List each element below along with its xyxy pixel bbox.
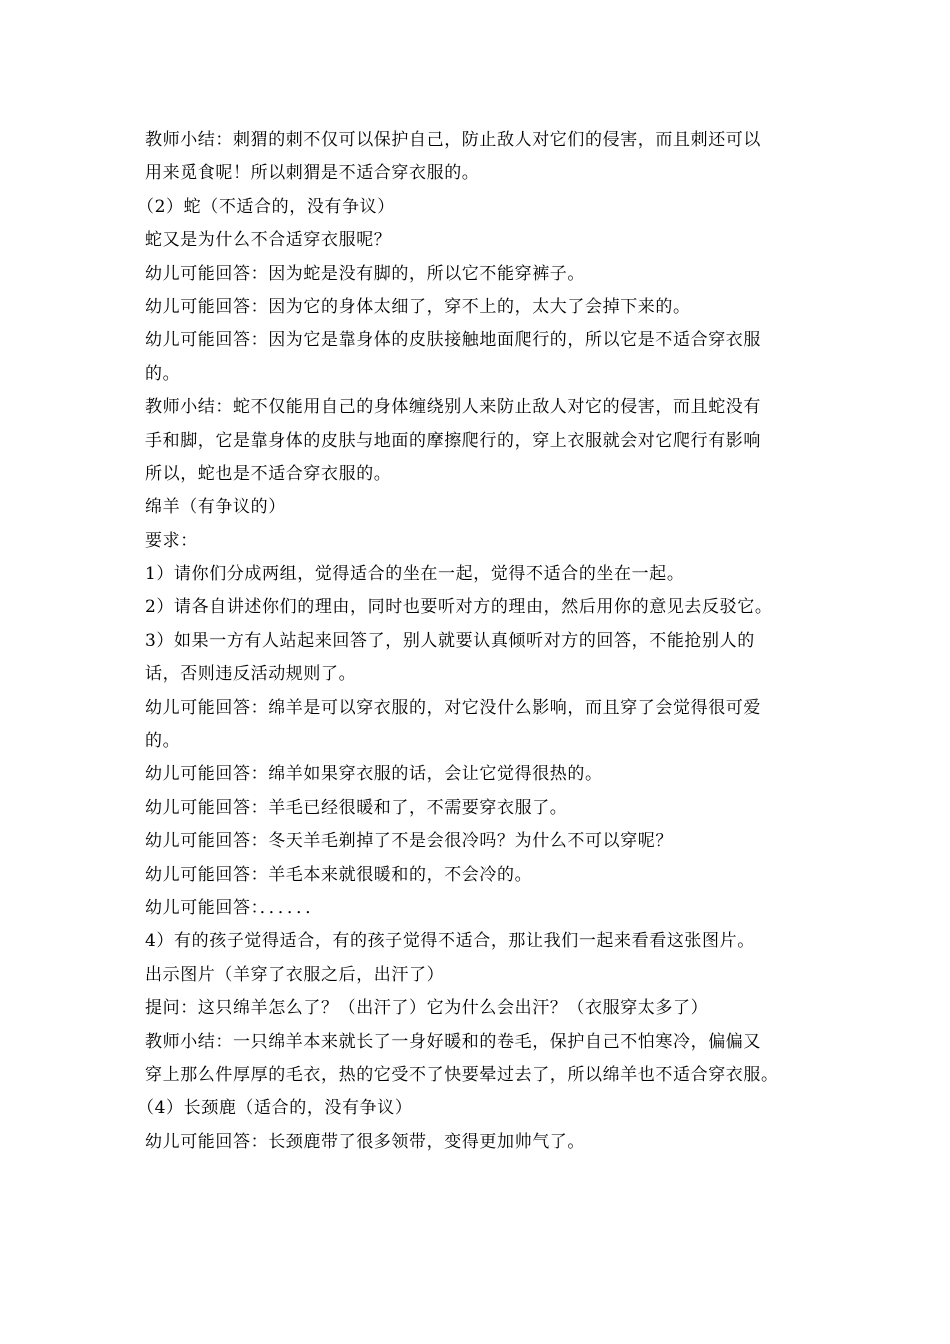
text-line: 幼儿可能回答：．．．．．． bbox=[145, 897, 323, 918]
text-line: 幼儿可能回答：因为蛇是没有脚的，所以它不能穿裤子。 bbox=[145, 263, 585, 284]
text-line: 的。 bbox=[145, 363, 181, 384]
text-line: 幼儿可能回答：羊毛本来就很暖和的，不会冷的。 bbox=[145, 864, 533, 885]
text-line: 幼儿可能回答：绵羊如果穿衣服的话，会让它觉得很热的。 bbox=[145, 764, 603, 785]
text-line: 教师小结：刺猬的刺不仅可以保护自己，防止敌人对它们的侵害，而且刺还可以 bbox=[145, 130, 761, 150]
text-line: 幼儿可能回答：因为它是靠身体的皮肤接触地面爬行的，所以它是不适合穿衣服 bbox=[145, 330, 761, 351]
text-line: 教师小结：一只绵羊本来就长了一身好暖和的卷毛，保护自己不怕寒冷，偏偏又 bbox=[145, 1031, 761, 1052]
text-line: 幼儿可能回答：羊毛已经很暖和了，不需要穿衣服了。 bbox=[145, 797, 568, 818]
text-line: 提问：这只绵羊怎么了？（出汗了）它为什么会出汗？（衣服穿太多了） bbox=[145, 998, 709, 1019]
text-line: 幼儿可能回答：绵羊是可以穿衣服的，对它没什么影响，而且穿了会觉得很可爱 bbox=[145, 697, 761, 718]
text-line: 1）请你们分成两组，觉得适合的坐在一起，觉得不适合的坐在一起。 bbox=[145, 564, 685, 585]
text-line: 出示图片（羊穿了衣服之后，出汗了） bbox=[145, 964, 445, 985]
document-page bbox=[137, 124, 825, 1159]
text-line: 要求： bbox=[145, 530, 198, 551]
text-line: 的。 bbox=[145, 731, 181, 752]
section-heading-sheep: 绵羊（有争议的） bbox=[145, 497, 286, 518]
section-heading-giraffe: （4）长颈鹿（适合的，没有争议） bbox=[137, 1098, 413, 1119]
text-line: 4）有的孩子觉得适合，有的孩子觉得不适合，那让我们一起来看看这张图片。 bbox=[145, 931, 755, 952]
text-line: 3）如果一方有人站起来回答了，别人就要认真倾听对方的回答，不能抢别人的 bbox=[145, 630, 755, 651]
text-line: 教师小结：蛇不仅能用自己的身体缠绕别人来防止敌人对它的侵害，而且蛇没有 bbox=[145, 397, 761, 418]
text-line: 用来觅食呢！所以刺猬是不适合穿衣服的。 bbox=[145, 163, 480, 184]
text-line: 所以，蛇也是不适合穿衣服的。 bbox=[145, 463, 392, 484]
text-line: 幼儿可能回答：因为它的身体太细了，穿不上的，太大了会掉下来的。 bbox=[145, 296, 691, 317]
text-line: 穿上那么件厚厚的毛衣，热的它受不了快要晕过去了，所以绵羊也不适合穿衣服。 bbox=[145, 1064, 779, 1085]
text-line: 蛇又是为什么不合适穿衣服呢？ bbox=[145, 230, 392, 251]
text-line: 手和脚，它是靠身体的皮肤与地面的摩擦爬行的，穿上衣服就会对它爬行有影响 bbox=[145, 430, 761, 451]
text-line: 幼儿可能回答：长颈鹿带了很多领带，变得更加帅气了。 bbox=[145, 1131, 585, 1152]
text-line: 幼儿可能回答：冬天羊毛剃掉了不是会很冷吗？为什么不可以穿呢？ bbox=[145, 831, 673, 852]
text-line: 2）请各自讲述你们的理由，同时也要听对方的理由，然后用你的意见去反驳它。 bbox=[145, 597, 773, 618]
section-heading-snake: （2）蛇（不适合的，没有争议） bbox=[137, 196, 395, 217]
text-line: 话，否则违反活动规则了。 bbox=[145, 664, 357, 685]
